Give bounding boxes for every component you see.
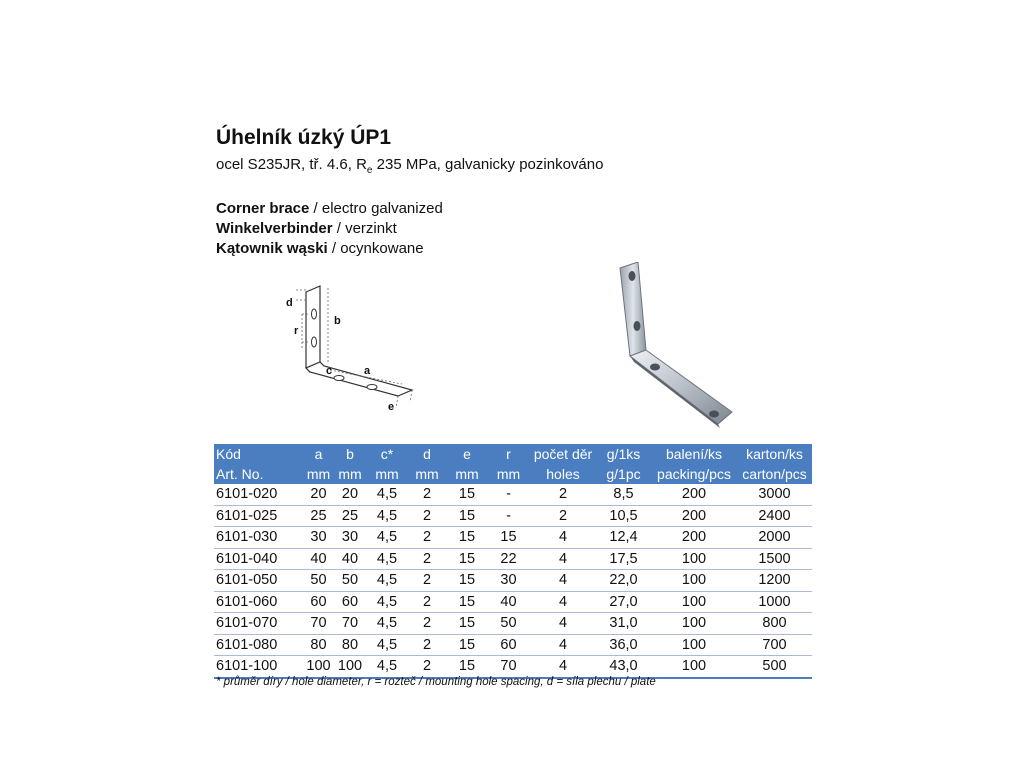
table-cell: 2 xyxy=(530,484,596,505)
th2-a: mm xyxy=(304,464,333,484)
th-a: a xyxy=(304,444,333,464)
table-cell: 100 xyxy=(651,656,737,678)
table-row xyxy=(214,505,812,527)
table-cell: 30 xyxy=(333,527,367,549)
material-spec-sub: e xyxy=(366,165,373,176)
table-cell: 25 xyxy=(304,505,333,527)
table-cell: 6101-050 xyxy=(214,570,304,592)
material-spec-pre: ocel S235JR, tř. 4.6, R xyxy=(216,156,367,173)
th2-holes: holes xyxy=(530,464,596,484)
table-cell: 4 xyxy=(530,613,596,635)
table-cell: 40 xyxy=(487,591,530,613)
name-line-en xyxy=(216,199,443,219)
table-cell: 15 xyxy=(447,505,487,527)
table-cell: 100 xyxy=(651,634,737,656)
table-cell: 100 xyxy=(333,656,367,678)
table-cell: 4 xyxy=(530,570,596,592)
table-cell: 2 xyxy=(407,527,447,549)
table-cell: 50 xyxy=(304,570,333,592)
th2-weight: g/1pc xyxy=(596,464,651,484)
label-r: r xyxy=(294,325,299,337)
table-cell: 3000 xyxy=(737,484,812,505)
table-cell: 4 xyxy=(530,527,596,549)
table-cell: 10,5 xyxy=(596,505,651,527)
table-cell: - xyxy=(487,505,530,527)
table-cell: 15 xyxy=(487,527,530,549)
header-row-1 xyxy=(214,444,812,464)
table-cell: 1200 xyxy=(737,570,812,592)
th2-carton: carton/pcs xyxy=(737,464,812,484)
table-cell: - xyxy=(487,484,530,505)
th2-code: Art. No. xyxy=(214,464,304,484)
table-cell: 4,5 xyxy=(367,634,407,656)
table-cell: 100 xyxy=(651,570,737,592)
table-cell: 200 xyxy=(651,527,737,549)
table-cell: 6101-040 xyxy=(214,548,304,570)
product-photo xyxy=(610,262,740,432)
table-cell: 1000 xyxy=(737,591,812,613)
label-c: c xyxy=(326,365,333,377)
th-r: r xyxy=(487,444,530,464)
th-d: d xyxy=(407,444,447,464)
label-d: d xyxy=(286,297,293,309)
table-cell: 4,5 xyxy=(367,656,407,678)
table-cell: 6101-060 xyxy=(214,591,304,613)
table-cell: 50 xyxy=(487,613,530,635)
name-line-de xyxy=(216,219,443,239)
table-cell: 1500 xyxy=(737,548,812,570)
table-cell: 60 xyxy=(304,591,333,613)
table-cell: 100 xyxy=(651,613,737,635)
table-cell: 100 xyxy=(651,591,737,613)
th2-e: mm xyxy=(447,464,487,484)
table-cell: 50 xyxy=(333,570,367,592)
desc-de: / verzinkt xyxy=(332,220,397,237)
name-en: Corner brace xyxy=(216,200,310,217)
table-cell: 200 xyxy=(651,484,737,505)
table-cell: 30 xyxy=(487,570,530,592)
table-cell: 4,5 xyxy=(367,591,407,613)
label-a: a xyxy=(364,365,371,377)
table-row xyxy=(214,656,812,678)
th2-packing: packing/pcs xyxy=(651,464,737,484)
table-cell: 100 xyxy=(651,548,737,570)
table-cell: 15 xyxy=(447,484,487,505)
th-code: Kód xyxy=(214,444,304,464)
table-cell: 15 xyxy=(447,613,487,635)
table-row xyxy=(214,548,812,570)
th-weight: g/1ks xyxy=(596,444,651,464)
table-cell: 2400 xyxy=(737,505,812,527)
table-cell: 2000 xyxy=(737,527,812,549)
desc-pl: / ocynkowane xyxy=(327,240,424,257)
table-cell: 15 xyxy=(447,656,487,678)
table-cell: 700 xyxy=(737,634,812,656)
table-cell: 4,5 xyxy=(367,505,407,527)
table-cell: 6101-025 xyxy=(214,505,304,527)
th-c: c* xyxy=(367,444,407,464)
spec-table-body xyxy=(214,484,812,678)
table-cell: 4,5 xyxy=(367,527,407,549)
table-cell: 20 xyxy=(333,484,367,505)
table-cell: 4 xyxy=(530,634,596,656)
table-cell: 15 xyxy=(447,634,487,656)
product-names xyxy=(216,199,443,259)
product-title: Úhelník úzký ÚP1 xyxy=(216,126,392,149)
table-cell: 30 xyxy=(304,527,333,549)
table-cell: 60 xyxy=(333,591,367,613)
table-cell: 4 xyxy=(530,656,596,678)
th-e: e xyxy=(447,444,487,464)
table-cell: 2 xyxy=(407,570,447,592)
table-cell: 4,5 xyxy=(367,484,407,505)
header-row-2 xyxy=(214,464,812,484)
th-holes: počet děr xyxy=(530,444,596,464)
dimension-diagram xyxy=(284,284,414,414)
th-packing: balení/ks xyxy=(651,444,737,464)
th2-d: mm xyxy=(407,464,447,484)
table-cell: 2 xyxy=(407,591,447,613)
table-cell: 17,5 xyxy=(596,548,651,570)
footnote: * průměr díry / hole diameter, r = rozteč / mounting hole spacing, d = síla plechu / plate xyxy=(216,676,656,688)
table-cell: 6101-070 xyxy=(214,613,304,635)
material-spec-post: 235 MPa, galvanicky pozinkováno xyxy=(372,156,604,173)
table-cell: 4,5 xyxy=(367,613,407,635)
table-cell: 6101-080 xyxy=(214,634,304,656)
table-cell: 2 xyxy=(530,505,596,527)
table-cell: 25 xyxy=(333,505,367,527)
table-cell: 2 xyxy=(407,548,447,570)
table-cell: 500 xyxy=(737,656,812,678)
spec-table xyxy=(214,444,812,679)
table-cell: 40 xyxy=(333,548,367,570)
table-cell: 15 xyxy=(447,527,487,549)
table-row xyxy=(214,634,812,656)
table-cell: 31,0 xyxy=(596,613,651,635)
th2-r: mm xyxy=(487,464,530,484)
th-b: b xyxy=(333,444,367,464)
table-cell: 8,5 xyxy=(596,484,651,505)
table-cell: 70 xyxy=(487,656,530,678)
table-cell: 60 xyxy=(487,634,530,656)
table-cell: 100 xyxy=(304,656,333,678)
table-cell: 6101-020 xyxy=(214,484,304,505)
table-cell: 36,0 xyxy=(596,634,651,656)
table-cell: 2 xyxy=(407,505,447,527)
table-cell: 15 xyxy=(447,548,487,570)
th2-c: mm xyxy=(367,464,407,484)
desc-en: / electro galvanized xyxy=(309,200,443,217)
table-row xyxy=(214,613,812,635)
name-line-pl xyxy=(216,239,443,259)
table-cell: 4,5 xyxy=(367,570,407,592)
table-cell: 4,5 xyxy=(367,548,407,570)
label-b: b xyxy=(334,315,341,327)
table-cell: 4 xyxy=(530,548,596,570)
table-cell: 80 xyxy=(304,634,333,656)
table-cell: 27,0 xyxy=(596,591,651,613)
table-cell: 200 xyxy=(651,505,737,527)
table-cell: 15 xyxy=(447,570,487,592)
table-cell: 2 xyxy=(407,634,447,656)
label-e: e xyxy=(388,401,395,413)
table-row xyxy=(214,527,812,549)
table-row xyxy=(214,570,812,592)
table-cell: 15 xyxy=(447,591,487,613)
table-row xyxy=(214,591,812,613)
table-cell: 70 xyxy=(333,613,367,635)
table-cell: 70 xyxy=(304,613,333,635)
table-cell: 43,0 xyxy=(596,656,651,678)
table-cell: 22,0 xyxy=(596,570,651,592)
name-de: Winkelverbinder xyxy=(216,220,333,237)
table-cell: 2 xyxy=(407,656,447,678)
name-pl: Kątownik wąski xyxy=(216,240,328,257)
table-cell: 800 xyxy=(737,613,812,635)
table-cell: 20 xyxy=(304,484,333,505)
th2-b: mm xyxy=(333,464,367,484)
table-cell: 6101-100 xyxy=(214,656,304,678)
table-cell: 12,4 xyxy=(596,527,651,549)
table-row xyxy=(214,484,812,505)
table-cell: 40 xyxy=(304,548,333,570)
table-cell: 22 xyxy=(487,548,530,570)
table-cell: 2 xyxy=(407,613,447,635)
th-carton: karton/ks xyxy=(737,444,812,464)
table-cell: 2 xyxy=(407,484,447,505)
material-spec xyxy=(216,156,603,176)
table-cell: 80 xyxy=(333,634,367,656)
table-cell: 6101-030 xyxy=(214,527,304,549)
table-cell: 4 xyxy=(530,591,596,613)
